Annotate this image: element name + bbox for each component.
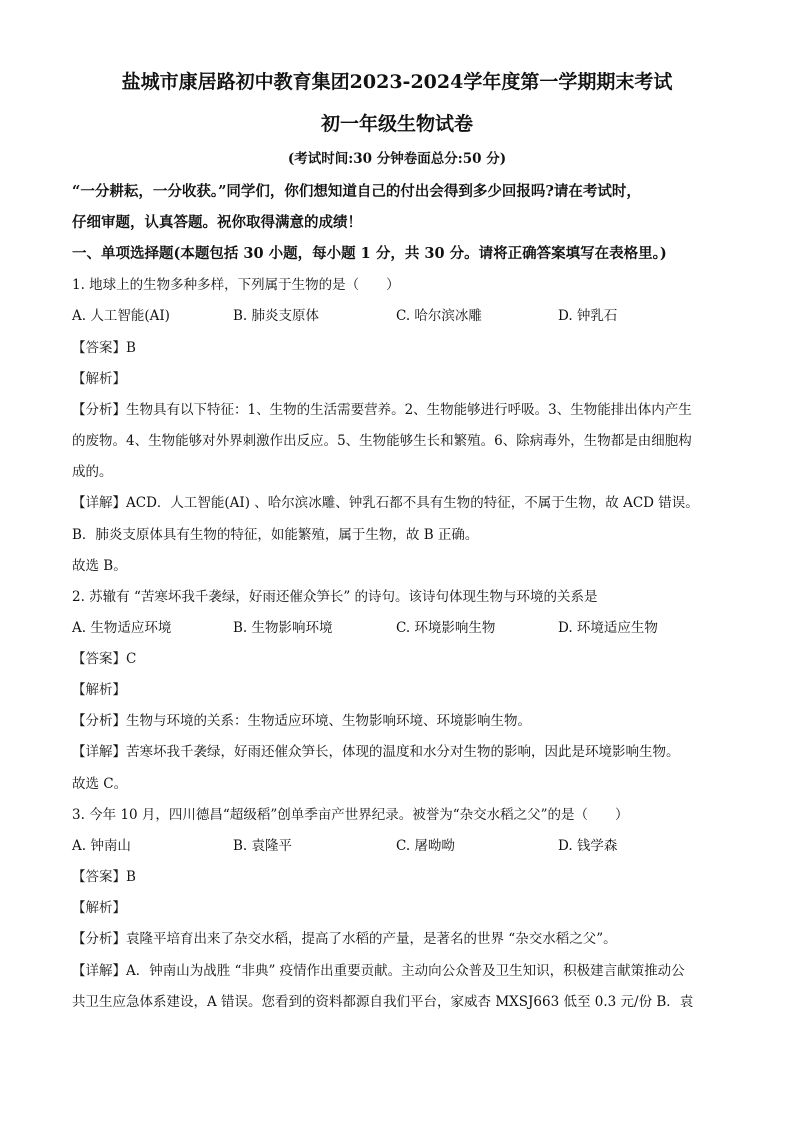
question-1-option-d: D. 钟乳石: [558, 308, 618, 324]
question-2-detail-line-2: 故选 C。: [72, 776, 128, 792]
question-3-detail-line-2: 共卫生应急体系建设，A 错误。您看到的资料都源自我们平台，家威杏 MXSJ663 低至 0.3 元/份 B．袁: [72, 994, 694, 1010]
question-1-option-c: C. 哈尔滨冰雕: [396, 308, 482, 324]
question-3-stem: 3. 今年 10 月，四川德昌“超级稻”创单季亩产世界纪录。被誉为“杂交水稻之父”的是（ ）: [72, 807, 629, 823]
question-1-analysis-line-1: 【分析】生物具有以下特征：1、生物的生活需要营养。2、生物能够进行呼吸。3、生物能排出体内产生: [72, 402, 692, 418]
question-2-option-b: B. 生物影响环境: [233, 620, 333, 636]
question-1-detail-line-3: 故选 B。: [72, 558, 127, 574]
question-2-option-a: A. 生物适应环境: [72, 620, 172, 636]
question-1-answer: 【答案】B: [72, 340, 136, 356]
question-1-analysis-line-2: 的废物。4、生物能够对外界刺激作出反应。5、生物能够生长和繁殖。6、除病毒外，生物都是由细胞构: [72, 433, 692, 449]
question-1-stem: 1. 地球上的生物多种多样，下列属于生物的是（ ）: [72, 277, 400, 293]
intro-line-1: “一分耕耘，一分收获。”同学们，你们想知道自己的付出会得到多少回报吗?请在考试时，: [72, 183, 641, 200]
question-2-detail-line-1: 【详解】苦寒坏我千袭绿，好雨还催众笋长，体现的温度和水分对生物的影响，因此是环境影响生物。: [72, 744, 680, 760]
question-1-detail-line-1: 【详解】ACD．人工智能(AI) 、哈尔滨冰雕、钟乳石都不具有生物的特征，不属于生物，故 ACD 错误。: [72, 495, 699, 511]
question-2-option-d: D. 环境适应生物: [558, 620, 658, 636]
exam-subtitle: 初一年级生物试卷: [320, 113, 473, 135]
question-3-answer: 【答案】B: [72, 869, 136, 885]
question-3-option-d: D. 钱学森: [558, 838, 618, 854]
section-heading: 一、单项选择题(本题包括 30 小题，每小题 1 分，共 30 分。请将正确答案填写在表格里。): [72, 245, 667, 262]
question-3-option-b: B. 袁隆平: [233, 838, 293, 854]
question-3-option-c: C. 屠呦呦: [396, 838, 455, 854]
question-1-option-b: B. 肺炎支原体: [233, 308, 320, 324]
question-1-analysis-line-3: 成的。: [72, 464, 113, 480]
intro-line-2: 仔细审题，认真答题。祝你取得满意的成绩！: [72, 214, 362, 231]
exam-title: 盐城市康居路初中教育集团2023-2024学年度第一学期期末考试: [121, 71, 673, 93]
question-3-analysis-line-1: 【分析】袁隆平培育出来了杂交水稻，提高了水稻的产量，是著名的世界 “杂交水稻之父”。: [72, 931, 617, 947]
question-2-analysis-label: 【解析】: [72, 682, 126, 698]
question-2-analysis-line-1: 【分析】生物与环境的关系：生物适应环境、生物影响环境、环境影响生物。: [72, 713, 531, 729]
question-3-analysis-label: 【解析】: [72, 900, 126, 916]
question-2-stem: 2. 苏辙有 “苦寒坏我千袭绿，好雨还催众笋长” 的诗句。该诗句体现生物与环境的关系是: [72, 589, 598, 605]
question-2-option-c: C. 环境影响生物: [396, 620, 496, 636]
question-1-analysis-label: 【解析】: [72, 371, 126, 387]
question-3-option-a: A. 钟南山: [72, 838, 131, 854]
exam-info: (考试时间:30 分钟卷面总分:50 分): [287, 151, 507, 167]
question-3-detail-line-1: 【详解】A．钟南山为战胜 “非典” 疫情作出重要贡献。主动向公众普及卫生知识，积极建言献策推动公: [72, 963, 685, 979]
question-1-detail-line-2: B．肺炎支原体具有生物的特征，如能繁殖，属于生物，故 B 正确。: [72, 527, 479, 543]
question-1-option-a: A. 人工智能(AI): [72, 308, 170, 324]
question-2-answer: 【答案】C: [72, 651, 137, 667]
